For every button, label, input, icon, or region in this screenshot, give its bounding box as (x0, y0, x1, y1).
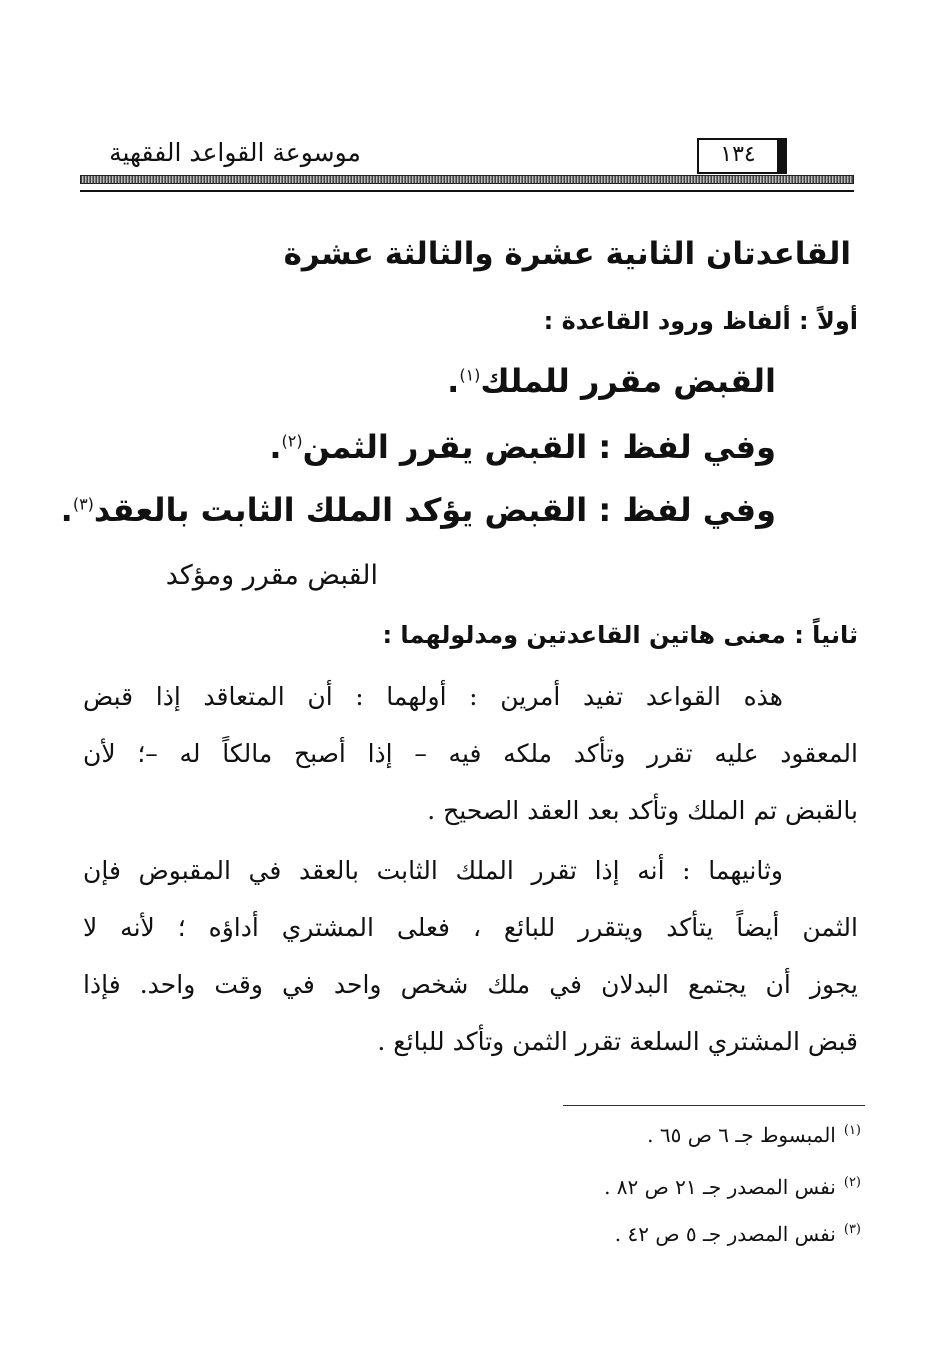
footnote-separator (563, 1105, 865, 1106)
footnote-marker: (٣) (72, 494, 94, 514)
paragraph-line: الثمن أيضاً يتأكد ويتقرر للبائع ، فعلى المشتري أداؤه ؛ لأنه لا (83, 913, 858, 942)
footnote-marker: (١) (459, 365, 481, 385)
rule-end: . (447, 362, 460, 400)
section-one-title: أولاً : ألفاظ ورود القاعدة : (543, 307, 858, 335)
section-heading: القاعدتان الثانية عشرة والثالثة عشرة (283, 236, 851, 272)
footnote-number: (٣) (843, 1222, 861, 1238)
summary-rule: القبض مقرر ومؤكد (165, 560, 378, 591)
paragraph-line: المعقود عليه تقرر وتأكد ملكه فيه – إذا أصبح مالكاً له –؛ لأن (83, 739, 858, 768)
footnote-text: المبسوط جـ ٦ ص ٦٥ . (647, 1123, 836, 1147)
rule-statement-2 (269, 428, 776, 466)
footnote-number: (١) (843, 1123, 861, 1139)
running-header-title: موسوعة القواعد الفقهية (109, 138, 361, 167)
paragraph-one (83, 668, 858, 839)
header-rule (80, 190, 854, 192)
rule-text: وفي لفظ : القبض يؤكد الملك الثابت بالعقد (93, 491, 776, 529)
paragraph-two (83, 842, 858, 1070)
section-two-title: ثانياً : معنى هاتين القاعدتين ومدلولهما : (382, 621, 858, 649)
footnote-3 (615, 1222, 861, 1246)
page-number-box (697, 138, 787, 174)
paragraph-line: قبض المشتري السلعة تقرر الثمن وتأكد للبائع . (377, 1027, 858, 1056)
rule-text: القبض مقرر للملك (480, 362, 776, 400)
footnote-2 (604, 1175, 861, 1199)
paragraph-line: بالقبض تم الملك وتأكد بعد العقد الصحيح . (427, 796, 858, 825)
rule-end: . (60, 491, 73, 529)
paragraph-line: هذه القواعد تفيد أمرين : أولهما : أن المتعاقد إذا قبض (83, 682, 783, 711)
header-decorative-band (80, 175, 854, 184)
rule-text: وفي لفظ : القبض يقرر الثمن (302, 428, 776, 466)
footnote-marker: (٢) (281, 431, 303, 451)
footnote-text: نفس المصدر جـ ٢١ ص ٨٢ . (604, 1175, 836, 1199)
rule-end: . (269, 428, 282, 466)
paragraph-line: يجوز أن يجتمع البدلان في ملك شخص واحد في وقت واحد. فإذا (83, 970, 858, 999)
footnote-number: (٢) (843, 1175, 861, 1191)
footnote-text: نفس المصدر جـ ٥ ص ٤٢ . (614, 1222, 836, 1246)
rule-statement-3 (61, 491, 776, 529)
paragraph-line: وثانيهما : أنه إذا تقرر الملك الثابت بالعقد في المقبوض فإن (83, 856, 783, 885)
rule-statement-1 (447, 362, 776, 400)
footnote-1 (647, 1123, 861, 1147)
page-number: ١٣٤ (720, 142, 756, 167)
